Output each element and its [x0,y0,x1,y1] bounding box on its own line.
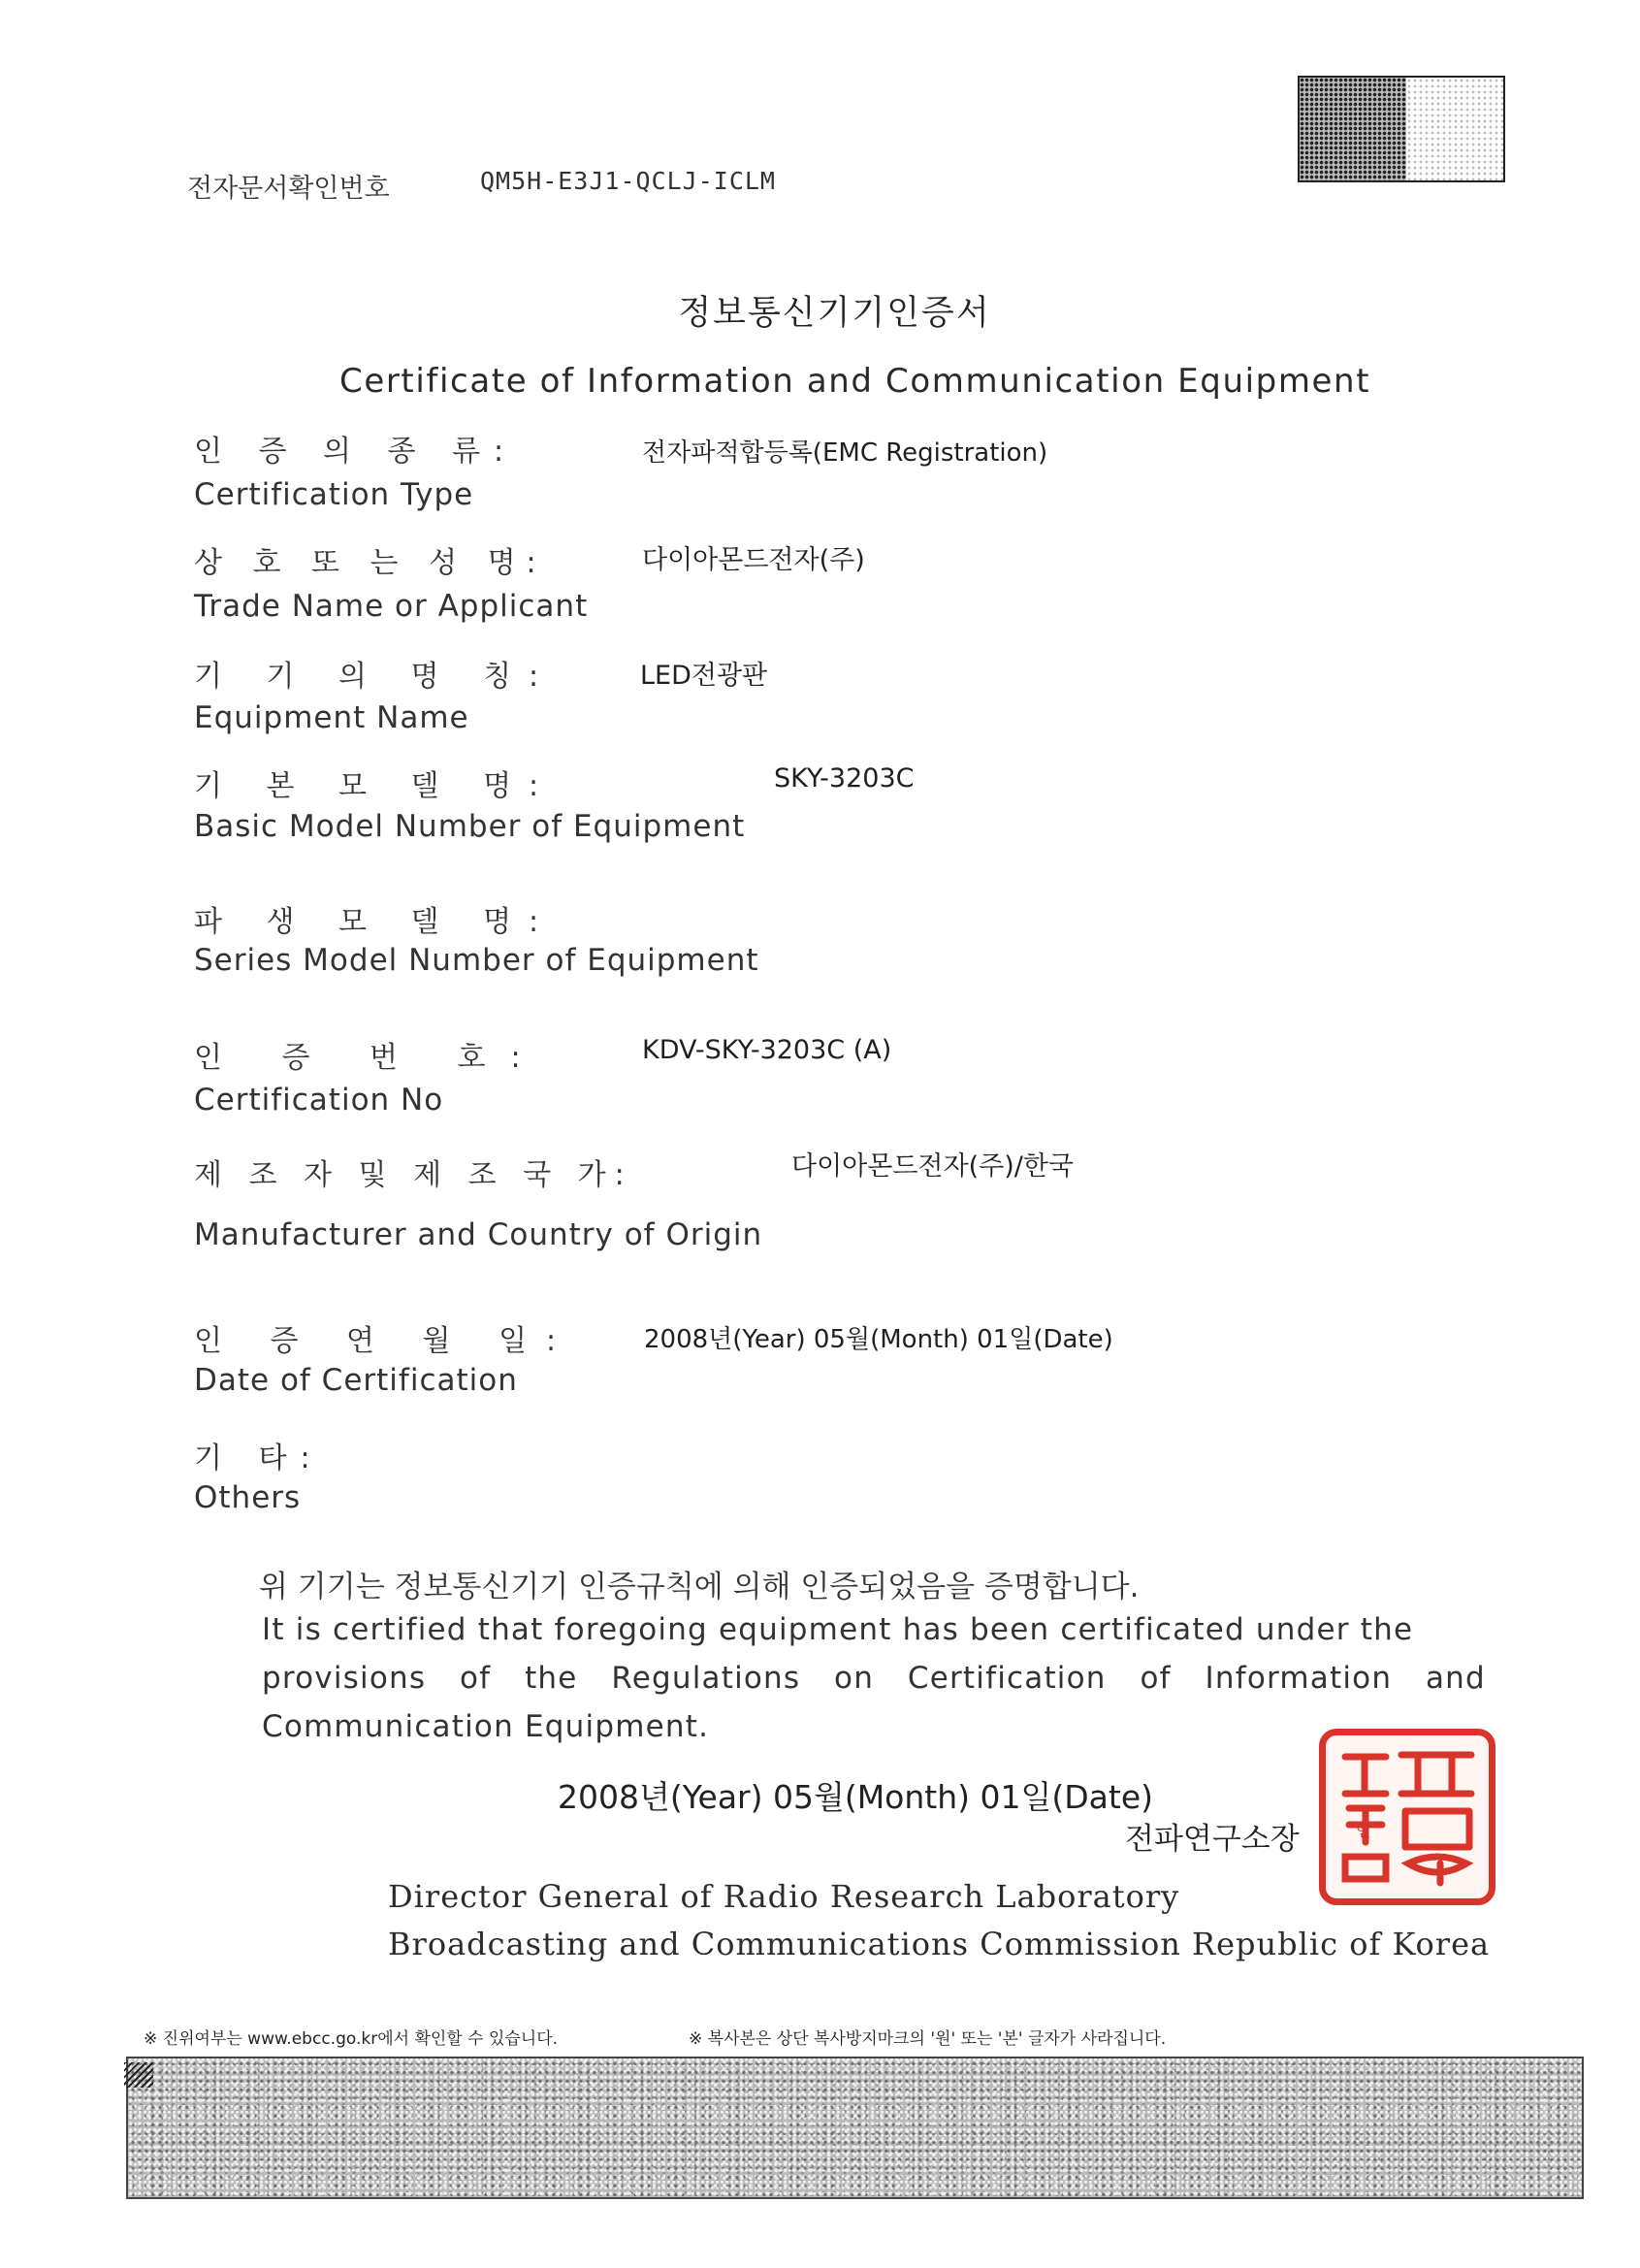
issue-date: 2008년(Year) 05월(Month) 01일(Date) [558,1778,1153,1816]
field-label-en-equipment-name: Equipment Name [194,700,469,735]
field-label-en-certification-type: Certification Type [194,477,474,512]
field-label-en-others: Others [194,1480,302,1515]
field-value-basic-model: SKY-3203C [774,763,915,794]
statement-korean: 위 기기는 정보통신기기 인증규칙에 의해 인증되었음을 증명합니다. [259,1570,1140,1604]
field-label-en-basic-model: Basic Model Number of Equipment [194,809,746,844]
statement-word: Information [1205,1661,1393,1696]
statement-english-line-1: It is certified that foregoing equipment has been certificated under the [262,1612,1414,1647]
field-label-ko-manufacturer: 제 조 자 및 제 조 국 가: [194,1158,633,1192]
statement-word: Certification [907,1661,1107,1696]
field-label-ko-trade-name: 상 호 또 는 성 명: [194,546,547,580]
seal-mark-in: 인 [1356,1822,1371,1840]
security-band-corner-stripes [124,2062,153,2088]
issuer-title-korean: 전파연구소장 [1125,1822,1300,1857]
field-label-en-trade-name: Trade Name or Applicant [194,589,589,624]
field-value-date-of-certification: 2008년(Year) 05월(Month) 01일(Date) [644,1325,1113,1354]
field-label-en-series-model: Series Model Number of Equipment [194,943,759,978]
statement-english-line-3: Communication Equipment. [262,1709,710,1744]
field-label-ko-certification-type: 인 증 의 종 류: [194,435,518,469]
copy-protection-dot-pattern [1300,78,1406,180]
field-value-trade-name: 다이아몬드전자(주) [642,545,865,575]
certificate-title-english: Certificate of Information and Communication Equipment [339,362,1371,401]
field-value-certification-no: KDV-SKY-3203C (A) [642,1035,892,1065]
field-label-en-manufacturer: Manufacturer and Country of Origin [194,1217,763,1252]
field-value-manufacturer: 다이아몬드전자(주)/한국 [791,1151,1074,1182]
field-value-certification-type: 전자파적합등록(EMC Registration) [642,438,1048,468]
director-title-line-1: Director General of Radio Research Laboratory [388,1878,1180,1915]
director-title-line-2: Broadcasting and Communications Commission Republic of Korea [388,1926,1491,1962]
statement-word: of [1140,1661,1172,1696]
security-pattern-band [126,2057,1584,2199]
statement-word: provisions [262,1661,427,1696]
official-seal [1319,1729,1495,1905]
field-label-ko-equipment-name: 기 기 의 명 칭: [194,660,557,694]
footnote-copy-notice: ※ 복사본은 상단 복사방지마크의 '원' 또는 '본' 글자가 사라집니다. [689,2029,1167,2049]
statement-word: of [460,1661,492,1696]
field-value-equipment-name: LED전광판 [640,661,768,691]
statement-word: the [525,1661,578,1696]
statement-english-line-2 [262,1661,1486,1696]
field-label-ko-basic-model: 기 본 모 델 명: [194,769,557,803]
field-label-en-certification-no: Certification No [194,1083,444,1118]
field-label-en-date-of-certification: Date of Certification [194,1363,518,1398]
statement-word: and [1425,1661,1486,1696]
field-label-ko-others: 기 타: [194,1442,324,1475]
document-id-label: 전자문서확인번호 [187,174,390,204]
copy-protection-hidden-pattern [1406,78,1503,180]
field-label-ko-date-of-certification: 인 증 연 월 일: [194,1324,576,1358]
certificate-title-korean: 정보통신기기인증서 [678,294,991,333]
statement-word: Regulations [611,1661,801,1696]
field-label-ko-certification-no: 인 증 번 호: [194,1041,546,1075]
document-id-value: QM5H-E3J1-QCLJ-ICLM [480,167,776,195]
footnote-verification: ※ 진위여부는 www.ebcc.go.kr에서 확인할 수 있습니다. [144,2029,559,2049]
copy-protection-mark [1298,76,1505,182]
statement-word: on [834,1661,875,1696]
seal-glyph-strokes [1326,1735,1489,1898]
field-label-ko-series-model: 파 생 모 델 명: [194,905,557,939]
